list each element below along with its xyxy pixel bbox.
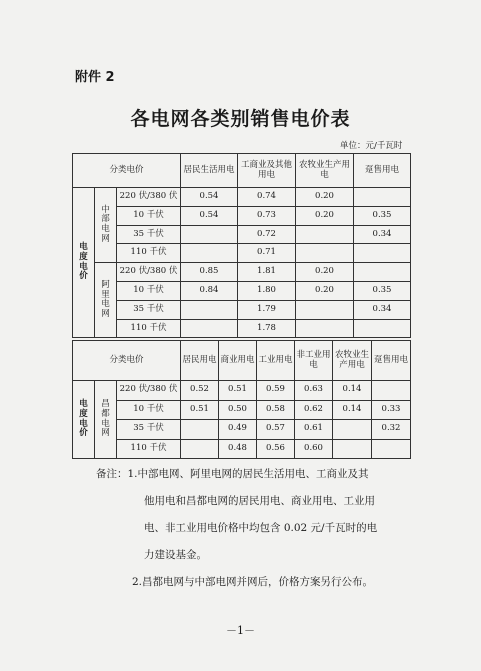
price-cell: 0.84 [181,281,238,300]
price-cell: 1.78 [238,319,296,338]
price-cell [181,439,219,459]
column-header: 居民用电 [181,341,219,381]
page-title: 各电网各类别销售电价表 [130,108,351,130]
price-cell [296,319,354,338]
column-header: 农牧业生产用电 [296,154,354,188]
group-label: 电 度 电 价 [73,381,95,459]
column-header: 非工业用电 [295,341,333,381]
price-cell: 0.54 [181,188,238,207]
price-cell [354,244,411,263]
corner-header: 分类电价 [73,341,181,381]
price-cell [296,225,354,244]
voltage-cell: 35 千伏 [117,225,181,244]
price-cell: 0.35 [354,281,411,300]
price-cell [372,381,411,401]
grid-label: 昌 都 电 网 [95,381,117,459]
price-table-central-ali [72,153,411,338]
price-cell: 0.35 [354,206,411,225]
price-cell [354,188,411,207]
price-cell: 0.50 [219,400,257,420]
price-cell [296,300,354,319]
price-cell [181,319,238,338]
price-cell: 0.56 [257,439,295,459]
price-cell: 0.20 [296,281,354,300]
price-cell: 0.62 [295,400,333,420]
page-number: －1－ [226,624,255,637]
column-header: 趸售用电 [372,341,411,381]
price-cell: 0.59 [257,381,295,401]
voltage-cell: 110 千伏 [117,439,181,459]
price-cell: 0.51 [219,381,257,401]
column-header: 商业用电 [219,341,257,381]
price-cell [354,263,411,282]
price-table-changdu [72,340,411,459]
voltage-cell: 110 千伏 [117,244,181,263]
price-cell: 0.20 [296,188,354,207]
price-cell: 0.49 [219,420,257,440]
unit-label: 单位：元/千瓦时 [340,141,403,151]
price-cell [372,439,411,459]
note-line: 他用电和昌都电网的居民用电、商业用电、工业用 [144,495,375,507]
price-cell: 0.57 [257,420,295,440]
voltage-cell: 35 千伏 [117,300,181,319]
price-cell: 0.33 [372,400,411,420]
price-cell: 0.48 [219,439,257,459]
column-header: 工商业及其他用电 [238,154,296,188]
price-cell: 1.81 [238,263,296,282]
voltage-cell: 220 伏/380 伏 [117,381,181,401]
voltage-cell: 10 千伏 [117,281,181,300]
price-cell: 0.73 [238,206,296,225]
price-cell: 0.54 [181,206,238,225]
price-cell: 0.74 [238,188,296,207]
price-cell: 0.71 [238,244,296,263]
price-cell [181,300,238,319]
voltage-cell: 10 千伏 [117,400,181,420]
corner-header: 分类电价 [73,154,181,188]
price-cell [354,319,411,338]
price-cell: 0.14 [333,400,372,420]
column-header: 居民生活用电 [181,154,238,188]
price-cell [181,244,238,263]
price-cell: 0.14 [333,381,372,401]
price-cell [296,244,354,263]
price-cell: 0.51 [181,400,219,420]
price-cell: 0.20 [296,206,354,225]
price-cell: 0.85 [181,263,238,282]
price-cell: 0.72 [238,225,296,244]
price-cell [181,420,219,440]
column-header: 工业用电 [257,341,295,381]
price-cell: 1.79 [238,300,296,319]
price-cell: 0.58 [257,400,295,420]
price-cell: 0.32 [372,420,411,440]
grid-label: 阿 里 电 网 [95,263,117,338]
price-cell [181,225,238,244]
price-cell [333,420,372,440]
column-header: 趸售用电 [354,154,411,188]
note-line: 力建设基金。 [144,549,207,561]
group-label: 电 度 电 价 [73,188,95,338]
price-cell: 0.61 [295,420,333,440]
column-header: 农牧业生产用电 [333,341,372,381]
price-cell: 0.52 [181,381,219,401]
attachment-label: 附件 2 [75,70,115,85]
price-cell: 0.60 [295,439,333,459]
note-line: 电、非工业用电价格中均包含 0.02 元/千瓦时的电 [144,522,378,534]
voltage-cell: 35 千伏 [117,420,181,440]
grid-label: 中 部 电 网 [95,188,117,263]
voltage-cell: 220 伏/380 伏 [117,263,181,282]
price-cell: 0.20 [296,263,354,282]
voltage-cell: 10 千伏 [117,206,181,225]
note-line: 2.昌都电网与中部电网并网后，价格方案另行公布。 [132,576,374,588]
price-cell: 1.80 [238,281,296,300]
price-cell: 0.63 [295,381,333,401]
voltage-cell: 220 伏/380 伏 [117,188,181,207]
price-cell: 0.34 [354,300,411,319]
price-cell: 0.34 [354,225,411,244]
price-cell [333,439,372,459]
voltage-cell: 110 千伏 [117,319,181,338]
note-line: 备注：1.中部电网、阿里电网的居民生活用电、工商业及其 [96,468,369,480]
